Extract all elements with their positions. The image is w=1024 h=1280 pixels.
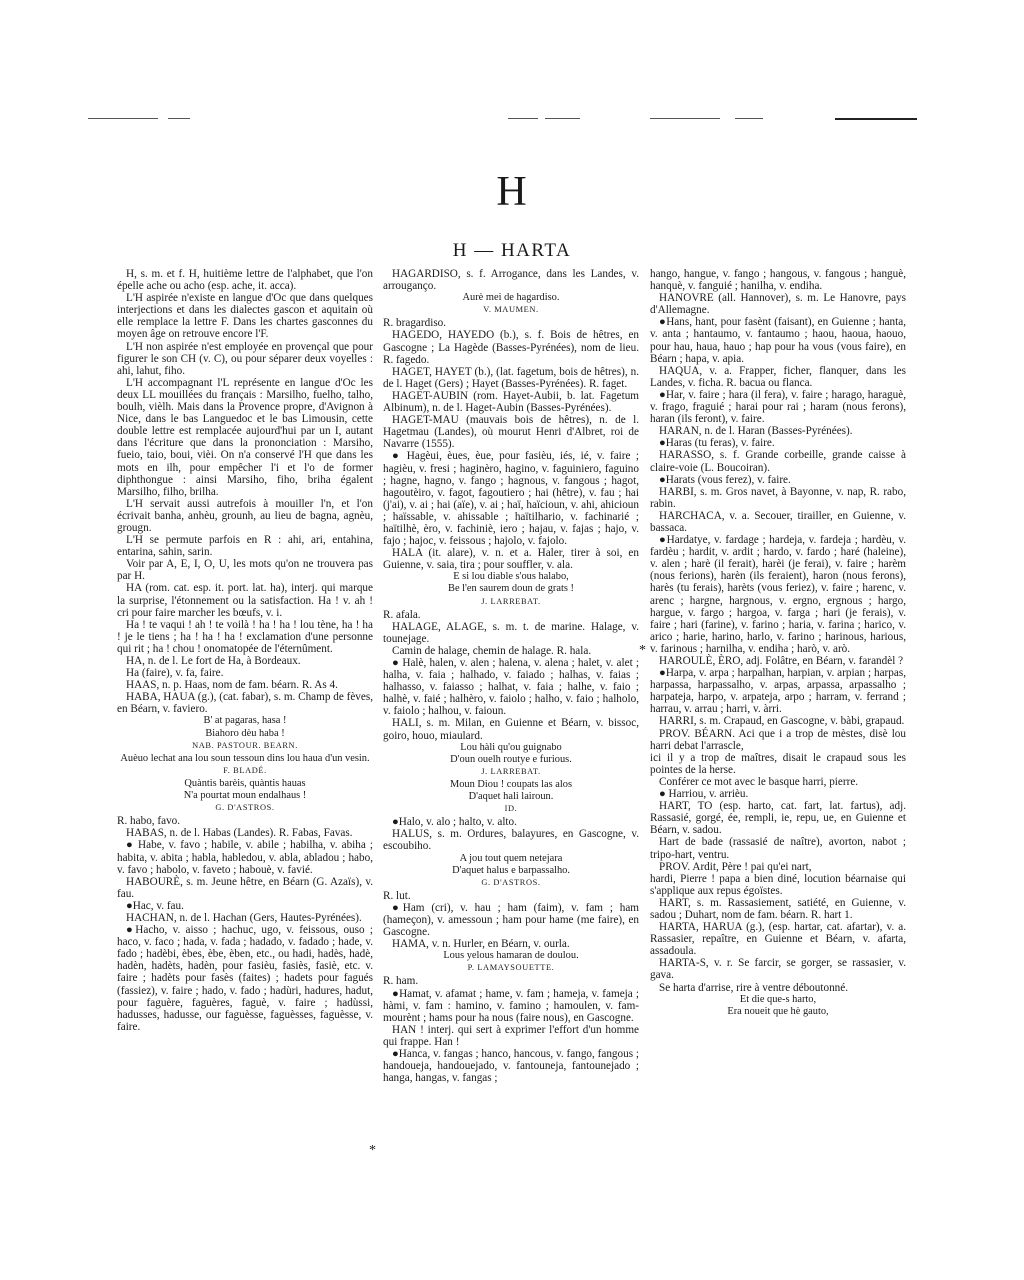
entry: HARTA-S, v. r. Se farcir, se gorger, se rassasier, v. gava.	[650, 957, 906, 982]
entry: ●Hans, hant, pour fasènt (faisant), en Guienne ; hanta, v. anta ; hantaumo, v. fantaumo ; haou, haoua, haouo, pour hau, haua, hauo ; hap pour ha vous (vous faire), en Béarn ; hapa, v. apia.	[650, 316, 906, 365]
asterisk-mark: *	[639, 643, 646, 658]
entry: HARRI, s. m. Crapaud, en Gascogne, v. bàbi, grapaud.	[659, 715, 905, 728]
entry: R. habo, favo.	[117, 815, 181, 828]
quote-line: E si lou diable s'ous halabo,	[453, 571, 569, 583]
entry: ●Haras (tu feras), v. faire.	[659, 437, 775, 450]
entry: HART, s. m. Rassasiement, satiété, en Guienne, v. sadou ; Duhart, nom de fam. béarn. R. hart 1.	[650, 896, 906, 921]
quote-source: P. LAMAYSOUETTE.	[467, 963, 555, 973]
top-rule	[88, 118, 158, 119]
quote-line: N'a pourtat moun endalhaus !	[183, 790, 307, 802]
entry: ● Harriou, v. arrièu.	[659, 788, 749, 801]
entry: HARBI, s. m. Gros navet, à Bayonne, v. nap, R. rabo, rabin.	[650, 485, 906, 510]
entry: HABAS, n. de l. Habas (Landes). R. Fabas, Favas.	[126, 827, 353, 840]
quote-line: Lous yelous hamaran de doulou.	[443, 950, 579, 962]
entry: HALUS, s. m. Ordures, balayures, en Gascogne, v. escoubiho.	[383, 828, 639, 853]
entry: ●Halo, v. alo ; halto, v. alto.	[392, 816, 517, 829]
entry: HAGARDISO, s. f. Arrogance, dans les Landes, v. arrouganço.	[383, 268, 639, 293]
entry: R. bragardiso.	[383, 317, 447, 330]
entry: ● Hagèui, èues, èue, pour fasièu, iés, ié, v. faire ; hagièu, v. fresi ; haginèro, hagino, v. faguiniero, faguino ; hagne, hagno, v. fango ; hagnous, v. fangous ; hagot, hagoutèiro, v. fagot, fagoutiero ; hai (hêtre), v. fau ; hai (j'ai), v. ai ; hai (aïe), v. ai ; haï, haïcioun, v. ahi, ahicioun ; haïssable, v. ahissable ; haïtilhario, v. fachinarié ; haïtilhè, èro, v. fachiniè, iero ; hajau, v. fajas ; hajo, v. fajo ; hajoc, v. feissous ; hajolo, v. fajolo.	[383, 450, 639, 548]
entry: ●Harats (vous ferez), v. faire.	[659, 473, 791, 486]
entry: R. ham.	[383, 975, 419, 988]
quote-source: ID.	[504, 804, 518, 814]
entry: Se harta d'arrise, rire à ventre déboutonné.	[659, 981, 849, 994]
entry: HARTA, HARUA (g.), (esp. hartar, cat. afartar), v. a. Rassasier, repaître, en Guienne et Béarn, v. afarta, assadoula.	[650, 921, 906, 958]
entry: ●Harpa, v. arpa ; harpalhan, harpian, v. arpian ; harpas, harpassa, harpassalho, v. arpas, arpassa, arpassalho ; harpateja, harpo, v. arpateja, arpo ; harram, v. ferrand ; harrau, v. arrau ; harri, v. àrri.	[650, 667, 906, 716]
running-head: H — HARTA	[452, 240, 572, 261]
entry: HARASSO, s. f. Grande corbeille, grande caisse à claire-voie (L. Boucoiran).	[650, 449, 906, 474]
entry: ●Hamat, v. afamat ; hame, v. fam ; hameja, v. fameja ; hàmi, v. fam : hamino, v. famino ; hamoulen, v. fam-mourènt ; hams pour ha nous (faire nous), en Gascogne.	[383, 987, 639, 1024]
entry: R. afala.	[383, 608, 421, 621]
entry: ●Hardatye, v. fardage ; hardeja, v. fardeja ; hardèu, v. fardèu ; hardit, v. ardit ; hardo, v. fardo ; haré (haleine), v. alen ; harè (il ferait), harèi (je ferai), v. faire ; harèm (nous ferions), harèn (ils feraient), haron (nous ferons), harès (tu ferais), harèts (vous feriez), v. faire ; harenc, v. arenc ; hargne, hargnous, v. ergno, ergnous ; hargo, hargue, v. fargo ; hargoa, v. farga ; hari (je ferais), v. faire ; hari (farine), v. farino ; haria, v. farina ; harico, v. arico ; harie, harino, harlo, v. farino ; harinous, harious, v. farinous ; harnilha, v. endiha ; harò, v. arò.	[650, 534, 906, 655]
quote-line: Et die que-s harto,	[739, 993, 817, 1005]
top-rule	[650, 118, 720, 119]
entry: HABOURÈ, s. m. Jeune hêtre, en Béarn (G. Azaïs), v. fau.	[117, 875, 373, 900]
quote-source: G. D'ASTROS.	[215, 803, 275, 813]
entry: HARAN, n. de l. Haran (Basses-Pyrénées).	[659, 425, 853, 438]
quote-line: Auèuo lechat ana lou soun tessoun dins lou haua d'un vesin.	[120, 752, 370, 764]
quote-line: Be l'en saurem doun de grats !	[448, 583, 574, 595]
entry: HANOVRE (all. Hannover), s. m. Le Hanovre, pays d'Allemagne.	[650, 292, 906, 317]
entry: HAGET-AUBIN (rom. Hayet-Aubii, b. lat. Fagetum Albinum), n. de l. Haget-Aubin (Basses-Pyrénées).	[383, 389, 639, 415]
quote-line: Moun Diou ! coupats las alos	[449, 778, 573, 790]
top-rule	[545, 118, 580, 119]
quote-source: J. LARREBAT.	[481, 596, 541, 606]
entry: HALI, s. m. Milan, en Guienne et Béarn, v. bissoc, goiro, houo, miaulard.	[383, 717, 639, 742]
quote-source: G. D'ASTROS.	[481, 877, 541, 887]
entry: ici il y a trop de maîtres, disait le crapaud sous les pointes de la herse.	[650, 751, 906, 776]
column-right	[650, 268, 906, 1018]
quote-line: D'aquet halus e barpassalho.	[452, 864, 570, 876]
entry: Ha ! te vaqui ! ah ! te voilà ! ha ! ha ! lou tène, ha ! ha ! je le tiens ; ha ! ha ! ha ! exclamation d'une personne qui rit ; ha ! chou ! onomatopée de l'éternûment.	[117, 618, 373, 655]
entry: HAAS, n. p. Haas, nom de fam. béarn. R. As 4.	[126, 679, 338, 692]
entry: HAMA, v. n. Hurler, en Béarn, v. ourla.	[392, 938, 570, 951]
column-left	[117, 268, 373, 1033]
quote-line: Quàntis barèis, quàntis hauas	[184, 777, 306, 789]
top-rule	[735, 118, 763, 119]
entry: HALAGE, ALAGE, s. m. t. de marine. Halage, v. tounejage.	[383, 620, 639, 645]
entry: Voir par A, E, I, O, U, les mots qu'on ne trouvera pas par H.	[117, 558, 373, 583]
entry: Hart de bade (rassasié de naître), avorton, nabot ; tripo-hart, ventru.	[650, 836, 906, 861]
quote-source: NAB. PASTOUR. BEARN.	[192, 740, 298, 750]
quote-line: Lou hàli qu'ou guignabo	[460, 741, 562, 753]
entry: R. lut.	[383, 889, 411, 902]
entry: HAROULÈ, ÈRO, adj. Folâtre, en Béarn, v. farandèl ?	[659, 655, 904, 667]
entry: ●Hanca, v. fangas ; hanco, hancous, v. fango, fangous ; handoueja, handouejado, v. fantouneja, fantounejado ; hanga, hangas, v. fangas ;	[383, 1048, 639, 1085]
entry: HALA (it. alare), v. n. et a. Haler, tirer à soi, en Guienne, v. saia, tira ; pour souffler, v. ala.	[383, 547, 639, 572]
entry: ●Ham (cri), v. hau ; ham (faim), v. fam ; ham (hameçon), v. amessoun ; ham pour hame (me faire), en Gascogne.	[383, 901, 639, 939]
quote-line: D'oun ouelh routye e furious.	[450, 753, 572, 765]
entry: Conférer ce mot avec le basque harri, pierre.	[659, 775, 859, 788]
entry: HAGEDO, HAYEDO (b.), s. f. Bois de hêtres, en Gascogne ; La Hagède (Basses-Pyrénées), nom de lieu. R. fagedo.	[383, 329, 639, 366]
quote-source: J. LARREBAT.	[481, 766, 541, 776]
quote-line: PROV. BÉARN. Aci que i a trop de mèstes, disè lou harri debat l'arrascle,	[650, 727, 906, 752]
quote-line: B' at pagaras, hasa !	[203, 715, 287, 727]
entry: HAGET, HAYET (b.), (lat. fagetum, bois de hêtres), n. de l. Haget (Gers) ; Hayet (Basses-Pyrénées). R. faget.	[383, 365, 639, 390]
entry: L'H aspirée n'existe en langue d'Oc que dans quelques interjections et dans les dialectes gascon et aquitain où elle remplace la lettre F. Dans les chartes gasconnes du moyen âge on retrouve encore l'F.	[117, 292, 373, 341]
entry: HAQUA, v. a. Frapper, ficher, flanquer, dans les Landes, v. ficha. R. bacua ou flanca.	[650, 364, 906, 389]
entry: HART, TO (esp. harto, cat. fart, lat. fartus), adj. Rassasié, gorgé, ée, rempli, ie, repu, ue, en Guienne et Béarn, v. sadou.	[650, 800, 906, 837]
entry: HARCHACA, v. a. Secouer, tirailler, en Guienne, v. bassaca.	[650, 509, 906, 534]
entry: ● Habe, v. favo ; habile, v. abile ; habilha, v. abiha ; habita, v. abita ; habla, habledou, v. abla, abladou ; habo, v. favo ; habolo, v. faveto ; habouè, v. favié.	[117, 839, 373, 876]
entry: ●Hac, v. fau.	[126, 899, 184, 912]
entry: L'H servait aussi autrefois à mouiller l'n, et l'on écrivait banha, anhèu, grounh, au lieu de bagna, agnèu, grougn.	[117, 497, 373, 534]
entry: Camin de halage, chemin de halage. R. hala.	[392, 644, 592, 657]
top-rule	[168, 118, 190, 119]
quote-line: Biahoro dèu haba !	[205, 727, 285, 739]
entry: H, s. m. et f. H, huitième lettre de l'alphabet, que l'on épelle ache ou acho (esp. ache, it. acca).	[117, 268, 373, 293]
entry: hardi, Pierre ! papa a bien diné, locution béarnaise qui s'applique aux repus égoïstes.	[650, 872, 906, 897]
entry: hango, hangue, v. fango ; hangous, v. fangous ; hanguè, hanquè, v. fanguié ; hanilha, v. endiha.	[650, 268, 906, 293]
top-rule	[835, 118, 917, 120]
entry: L'H accompagnant l'L représente en langue d'Oc les deux LL mouillées du français : Marsilho, fuelho, talho, boulh, vièlh. Mais dans la Provence propre, d'Avignon à Nice, dans le bas Languedoc et le bas Limousin, cette double lettre est remplacée aujourd'hui par un I, autant dans l'écriture que dans la prononciation : Marsiho, fueio, taio, boui, vièi. On n'a conservé l'H que dans les mots en ilh, pour empêcher l'i et l'o de former diphthongue : ainsi Marsiho, fiho, briha égalent Marsilho, filho, brilha.	[117, 376, 373, 498]
entry: HACHAN, n. de l. Hachan (Gers, Hautes-Pyrénées).	[126, 911, 362, 924]
entry: PROV. Ardit, Père ! pai qu'ei nart,	[659, 860, 812, 873]
entry: ●Hacho, v. aisso ; hachuc, ugo, v. feissous, ouso ; haco, v. faco ; hada, v. fada ; hadado, v. fadado ; hade, v. fado ; hadèbi, èbes, èbe, èben, etc., ou hadi, hadès, hadè, hadèn, hadèts, hadèn, pour fasièu, fasiès, fasiè, etc. v. faire ; hadèts pour fasès (faites) ; hadets pour fagués (fassiez), v. faire ; hado, v. fado ; hadùri, hadures, hadut, pour faguère, faguères, faguè, v. faire ; hadùssi, hadusses, hadusse, our faguèsse, faguèsses, faguèsse, v. faire.	[117, 924, 373, 1033]
entry: HABA, HAUA (g.), (cat. fabar), s. m. Champ de fèves, en Béarn, v. faviero.	[117, 691, 373, 716]
quote-line: Era noueit que hè gauto,	[727, 1005, 829, 1017]
entry: L'H non aspirée n'est employée en provençal que pour figurer le son CH (v. C), ou pour séparer deux voyelles : ahi, lahut, fiho.	[117, 340, 373, 377]
entry: ● Halè, halen, v. alen ; halena, v. alena ; halet, v. alet ; halha, v. faia ; halhado, v. faiado ; halhas, v. faias ; halhasso, v. faiasso ; halhat, v. faia ; halhe, v. faio ; halhè, v. faié ; halhèro, v. faiolo ; halho, v. faio ; halholo, v. faiolo ; halhou, v. faioun.	[383, 657, 639, 718]
entry: HAN ! interj. qui sert à exprimer l'effort d'un homme qui frappe. Han !	[383, 1023, 639, 1048]
entry: Ha (faire), v. fa, faire.	[126, 667, 224, 680]
entry: HAGET-MAU (mauvais bois de hêtres), n. de l. Hagetmau (Landes), où mourut Henri d'Albret, roi de Navarre (1555).	[383, 414, 639, 451]
quote-source: V. MAUMEN.	[483, 305, 539, 315]
top-rule	[508, 118, 538, 119]
entry: ●Har, v. faire ; hara (il fera), v. faire ; harago, haraguè, v. frago, fraguié ; harai pour rai ; haram (nous ferons), haran (ils feront), v. faire.	[650, 388, 906, 426]
entry: HA (rom. cat. esp. it. port. lat. ha), interj. qui marque la surprise, l'étonnement ou la satisfaction. Ha ! v. ah ! cri pour faire marcher les bœufs, v. i.	[117, 582, 373, 619]
column-middle	[383, 268, 639, 1084]
quote-line: A jou tout quem netejara	[459, 852, 563, 864]
page-letter: H	[496, 169, 528, 215]
entry: L'H se permute parfois en R : ahi, ari, entahina, entarina, sahin, sarin.	[117, 534, 373, 559]
asterisk-mark: *	[369, 1143, 376, 1158]
quote-line: D'aquet hali lairoun.	[468, 791, 554, 803]
quote-source: F. BLADÉ.	[223, 765, 267, 775]
entry: HA, n. de l. Le fort de Ha, à Bordeaux.	[126, 655, 301, 667]
quote-line: Aurè mei de hagardiso.	[462, 292, 560, 304]
